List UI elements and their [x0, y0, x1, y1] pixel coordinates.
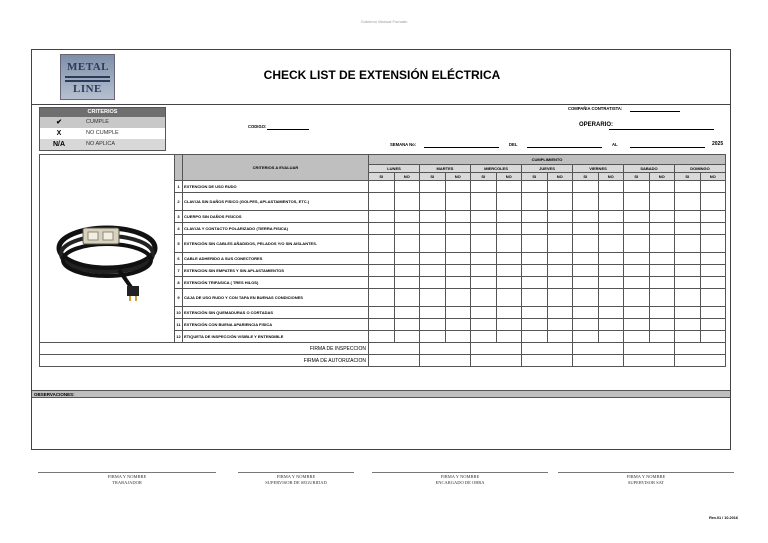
- check-cell[interactable]: [522, 211, 548, 223]
- check-cell[interactable]: [700, 289, 726, 307]
- check-cell[interactable]: [496, 223, 522, 235]
- si-header: SI: [675, 173, 701, 181]
- semana-field[interactable]: [424, 147, 499, 148]
- check-cell[interactable]: [675, 223, 701, 235]
- item-criteria: CAJA DE USO RUDO Y CON TAPA EN BUENAS CONDICIONES: [183, 289, 369, 307]
- day-header: MIERCOLES: [471, 165, 522, 173]
- check-cell[interactable]: [394, 181, 420, 193]
- check-cell[interactable]: [369, 265, 395, 277]
- check-cell[interactable]: [700, 277, 726, 289]
- check-cell[interactable]: [522, 193, 548, 211]
- check-cell[interactable]: [522, 319, 548, 331]
- check-cell[interactable]: [496, 235, 522, 253]
- check-cell[interactable]: [496, 253, 522, 265]
- check-cell[interactable]: [547, 289, 573, 307]
- legend-row-cumple: ✔ CUMPLE: [40, 117, 165, 128]
- no-header: NO: [700, 173, 726, 181]
- check-cell[interactable]: [547, 265, 573, 277]
- check-cell[interactable]: [420, 289, 446, 307]
- signature-encargado-obra[interactable]: FIRMA Y NOMBRE ENCARGADO DE OBRA: [372, 472, 548, 486]
- check-cell[interactable]: [496, 211, 522, 223]
- check-cell[interactable]: [445, 289, 471, 307]
- codigo-field[interactable]: [267, 129, 309, 130]
- check-cell[interactable]: [624, 319, 650, 331]
- extension-cord-icon: [41, 158, 173, 338]
- check-cell[interactable]: [700, 235, 726, 253]
- day-header: JUEVES: [522, 165, 573, 173]
- al-label: AL: [612, 142, 618, 147]
- check-cell[interactable]: [700, 307, 726, 319]
- firma-inspeccion-cell[interactable]: [522, 343, 573, 355]
- item-number: 10: [175, 307, 183, 319]
- check-cell[interactable]: [547, 277, 573, 289]
- day-header: VIERNES: [573, 165, 624, 173]
- check-cell[interactable]: [369, 235, 395, 253]
- criteria-legend: [39, 107, 166, 151]
- check-cell[interactable]: [675, 193, 701, 211]
- item-number: 5: [175, 235, 183, 253]
- check-cell[interactable]: [700, 211, 726, 223]
- check-cell[interactable]: [394, 289, 420, 307]
- codigo-label: CODIGO:: [248, 124, 267, 129]
- check-cell[interactable]: [394, 319, 420, 331]
- check-cell[interactable]: [700, 193, 726, 211]
- al-field[interactable]: [630, 147, 705, 148]
- check-cell[interactable]: [394, 277, 420, 289]
- del-field[interactable]: [527, 147, 602, 148]
- check-cell[interactable]: [420, 211, 446, 223]
- check-cell[interactable]: [649, 289, 675, 307]
- check-cell[interactable]: [394, 235, 420, 253]
- check-cell[interactable]: [547, 223, 573, 235]
- si-header: SI: [471, 173, 497, 181]
- check-cell[interactable]: [547, 211, 573, 223]
- no-header: NO: [496, 173, 522, 181]
- compania-field[interactable]: [630, 111, 680, 112]
- check-cell[interactable]: [522, 277, 548, 289]
- check-cell[interactable]: [649, 181, 675, 193]
- item-number: 3: [175, 211, 183, 223]
- check-cell[interactable]: [420, 319, 446, 331]
- no-header: NO: [547, 173, 573, 181]
- observaciones-label: OBSERVACIONES:: [32, 390, 730, 398]
- check-cell[interactable]: [624, 289, 650, 307]
- check-cell[interactable]: [573, 265, 599, 277]
- check-cell[interactable]: [522, 181, 548, 193]
- signature-trabajador[interactable]: FIRMA Y NOMBRE TRABAJADOR: [38, 472, 216, 486]
- firma-inspeccion-label: FIRMA DE INSPECCION: [40, 343, 369, 355]
- firma-inspeccion-cell[interactable]: [471, 343, 522, 355]
- day-header: MARTES: [420, 165, 471, 173]
- check-cell[interactable]: [445, 181, 471, 193]
- check-cell[interactable]: [675, 211, 701, 223]
- year-label: 2025: [712, 141, 724, 147]
- firma-inspeccion-cell[interactable]: [420, 343, 471, 355]
- firma-inspeccion-cell[interactable]: [675, 343, 726, 355]
- check-cell[interactable]: [598, 307, 624, 319]
- signature-supervisor-seguridad[interactable]: FIRMA Y NOMBRE SUPERVISOR DE SEGURIDAD: [238, 472, 354, 486]
- check-cell[interactable]: [394, 307, 420, 319]
- item-number: 12: [175, 331, 183, 343]
- si-header: SI: [522, 173, 548, 181]
- check-cell[interactable]: [522, 253, 548, 265]
- check-cell[interactable]: [496, 193, 522, 211]
- check-cell[interactable]: [675, 277, 701, 289]
- check-cell[interactable]: [573, 331, 599, 343]
- check-cell[interactable]: [445, 211, 471, 223]
- check-cell[interactable]: [522, 265, 548, 277]
- check-cell[interactable]: [445, 277, 471, 289]
- check-cell[interactable]: [675, 235, 701, 253]
- check-cell[interactable]: [547, 307, 573, 319]
- firma-autorizacion-cell[interactable]: [624, 355, 675, 367]
- check-cell[interactable]: [547, 193, 573, 211]
- check-cell[interactable]: [649, 277, 675, 289]
- check-cell[interactable]: [649, 331, 675, 343]
- check-cell[interactable]: [598, 235, 624, 253]
- day-header: SABADO: [624, 165, 675, 173]
- check-cell[interactable]: [598, 253, 624, 265]
- check-cell[interactable]: [471, 181, 497, 193]
- check-cell[interactable]: [598, 211, 624, 223]
- check-cell[interactable]: [547, 235, 573, 253]
- check-cell[interactable]: [624, 211, 650, 223]
- item-number: 11: [175, 319, 183, 331]
- check-cell[interactable]: [369, 289, 395, 307]
- firma-inspeccion-cell[interactable]: [573, 343, 624, 355]
- item-number: 6: [175, 253, 183, 265]
- check-cell[interactable]: [420, 223, 446, 235]
- check-cell[interactable]: [675, 181, 701, 193]
- check-cell[interactable]: [369, 331, 395, 343]
- check-cell[interactable]: [471, 319, 497, 331]
- check-cell[interactable]: [573, 211, 599, 223]
- logo-text-bottom: LINE: [73, 83, 102, 95]
- check-cell[interactable]: [547, 319, 573, 331]
- extension-cord-image: [40, 155, 175, 343]
- check-cell[interactable]: [649, 235, 675, 253]
- check-cell[interactable]: [573, 319, 599, 331]
- check-cell[interactable]: [649, 211, 675, 223]
- si-header: SI: [573, 173, 599, 181]
- check-cell[interactable]: [573, 289, 599, 307]
- check-cell[interactable]: [394, 253, 420, 265]
- check-cell[interactable]: [624, 193, 650, 211]
- check-cell[interactable]: [547, 331, 573, 343]
- item-criteria: ETIQUETA DE INSPECCIÓN VISIBLE Y ENTENDIBLE: [183, 331, 369, 343]
- firma-autorizacion-cell[interactable]: [471, 355, 522, 367]
- check-cell[interactable]: [598, 265, 624, 277]
- check-cell[interactable]: [369, 253, 395, 265]
- check-cell[interactable]: [624, 265, 650, 277]
- firma-autorizacion-cell[interactable]: [420, 355, 471, 367]
- del-label: DEL: [509, 142, 518, 147]
- check-cell[interactable]: [394, 211, 420, 223]
- check-cell[interactable]: [496, 319, 522, 331]
- revision-code: Rev.01 / 10.2016: [709, 516, 738, 520]
- checklist-table: [39, 154, 726, 367]
- firma-inspeccion-cell[interactable]: [369, 343, 420, 355]
- check-cell[interactable]: [649, 319, 675, 331]
- item-number: 1: [175, 181, 183, 193]
- check-cell[interactable]: [394, 223, 420, 235]
- check-cell[interactable]: [471, 253, 497, 265]
- si-header: SI: [369, 173, 395, 181]
- check-cell[interactable]: [471, 289, 497, 307]
- firma-autorizacion-cell[interactable]: [675, 355, 726, 367]
- signature-supervisor-sat[interactable]: FIRMA Y NOMBRE SUPERVISOR SAT: [558, 472, 734, 486]
- criteria-header: CRITERIOS A EVALUAR: [183, 155, 369, 181]
- check-cell[interactable]: [369, 211, 395, 223]
- check-cell[interactable]: [420, 265, 446, 277]
- check-cell[interactable]: [700, 223, 726, 235]
- cumplimiento-header: CUMPLIMIENTO: [369, 155, 726, 165]
- check-cell[interactable]: [445, 307, 471, 319]
- check-cell[interactable]: [471, 265, 497, 277]
- check-cell[interactable]: [445, 265, 471, 277]
- check-cell[interactable]: [420, 235, 446, 253]
- check-cell[interactable]: [598, 181, 624, 193]
- check-cell[interactable]: [649, 265, 675, 277]
- item-number: 8: [175, 277, 183, 289]
- check-cell[interactable]: [394, 265, 420, 277]
- no-header: NO: [394, 173, 420, 181]
- check-cell[interactable]: [624, 181, 650, 193]
- legend-row-no-cumple: X NO CUMPLE: [40, 128, 165, 139]
- item-number: 2: [175, 193, 183, 211]
- check-cell[interactable]: [420, 307, 446, 319]
- legend-row-no-aplica: N/A NO APLICA: [40, 139, 165, 150]
- check-cell[interactable]: [522, 307, 548, 319]
- check-cell[interactable]: [420, 331, 446, 343]
- company-logo: [60, 54, 115, 100]
- check-cell[interactable]: [496, 307, 522, 319]
- observaciones-field[interactable]: [32, 399, 730, 449]
- check-cell[interactable]: [598, 319, 624, 331]
- check-cell[interactable]: [675, 319, 701, 331]
- operario-field[interactable]: [609, 129, 714, 130]
- check-cell[interactable]: [624, 331, 650, 343]
- check-cell[interactable]: [420, 253, 446, 265]
- item-number: 4: [175, 223, 183, 235]
- title-box: [32, 50, 730, 105]
- item-criteria: CLAVIJA SIN DAÑOS FISICO (GOLPES, APLASTAMIENTOS, ETC.): [183, 193, 369, 211]
- check-cell[interactable]: [471, 277, 497, 289]
- check-cell[interactable]: [675, 253, 701, 265]
- check-cell[interactable]: [496, 265, 522, 277]
- legend-header: CRITERIOS: [40, 108, 165, 117]
- check-cell[interactable]: [700, 265, 726, 277]
- check-cell[interactable]: [624, 253, 650, 265]
- check-cell[interactable]: [420, 193, 446, 211]
- check-cell[interactable]: [573, 193, 599, 211]
- item-criteria: CABLE ADHERIDO A SUS CONECTORES: [183, 253, 369, 265]
- firma-autorizacion-cell[interactable]: [522, 355, 573, 367]
- check-cell[interactable]: [675, 331, 701, 343]
- check-cell[interactable]: [496, 277, 522, 289]
- check-cell[interactable]: [598, 277, 624, 289]
- firma-autorizacion-cell[interactable]: [369, 355, 420, 367]
- semana-label: SEMANA No:: [390, 142, 417, 147]
- check-cell[interactable]: [624, 235, 650, 253]
- firma-autorizacion-cell[interactable]: [573, 355, 624, 367]
- check-cell[interactable]: [649, 307, 675, 319]
- day-header: DOMINGO: [675, 165, 726, 173]
- check-cell[interactable]: [624, 223, 650, 235]
- check-cell[interactable]: [573, 223, 599, 235]
- number-header: [175, 155, 183, 181]
- check-cell[interactable]: [700, 331, 726, 343]
- check-cell[interactable]: [471, 193, 497, 211]
- item-criteria: CUERPO SIN DAÑOS FISICOS: [183, 211, 369, 223]
- check-cell[interactable]: [445, 193, 471, 211]
- check-cell[interactable]: [649, 193, 675, 211]
- check-cell[interactable]: [700, 181, 726, 193]
- item-criteria: EXTENCIÓN CON BUENA APARIENCIA FISICA: [183, 319, 369, 331]
- check-cell[interactable]: [700, 319, 726, 331]
- check-cell[interactable]: [471, 211, 497, 223]
- check-cell[interactable]: [471, 223, 497, 235]
- item-number: 7: [175, 265, 183, 277]
- checklist-sheet: [31, 49, 731, 450]
- day-header: LUNES: [369, 165, 420, 173]
- compania-label: COMPAÑIA CONTRATISTA:: [568, 106, 623, 111]
- check-cell[interactable]: [496, 331, 522, 343]
- check-cell[interactable]: [522, 223, 548, 235]
- si-header: SI: [624, 173, 650, 181]
- check-cell[interactable]: [369, 223, 395, 235]
- check-cell[interactable]: [573, 235, 599, 253]
- si-header: SI: [420, 173, 446, 181]
- page-header-note: Gobierno Manual Formato: [360, 19, 408, 24]
- check-cell[interactable]: [522, 289, 548, 307]
- x-icon: X: [56, 130, 62, 137]
- check-cell[interactable]: [573, 307, 599, 319]
- check-icon: ✔: [56, 119, 62, 126]
- check-cell[interactable]: [649, 253, 675, 265]
- check-cell[interactable]: [573, 253, 599, 265]
- check-cell[interactable]: [445, 319, 471, 331]
- check-cell[interactable]: [369, 319, 395, 331]
- check-cell[interactable]: [573, 181, 599, 193]
- check-cell[interactable]: [369, 277, 395, 289]
- check-cell[interactable]: [598, 193, 624, 211]
- no-header: NO: [445, 173, 471, 181]
- check-cell[interactable]: [394, 193, 420, 211]
- page-title: CHECK LIST DE EXTENSIÓN ELÉCTRICA: [263, 68, 501, 82]
- check-cell[interactable]: [445, 331, 471, 343]
- item-criteria: EXTENCION SIN EMPATES Y SIN APLASTAMIENTOS: [183, 265, 369, 277]
- check-cell[interactable]: [445, 253, 471, 265]
- check-cell[interactable]: [624, 307, 650, 319]
- check-cell[interactable]: [598, 331, 624, 343]
- check-cell[interactable]: [522, 235, 548, 253]
- item-criteria: CLAVIJA Y CONTACTO POLARIZADO (TIERRA FISICA): [183, 223, 369, 235]
- logo-text-top: METAL: [67, 61, 110, 73]
- check-cell[interactable]: [445, 235, 471, 253]
- no-header: NO: [598, 173, 624, 181]
- check-cell[interactable]: [471, 307, 497, 319]
- check-cell[interactable]: [496, 289, 522, 307]
- check-cell[interactable]: [369, 193, 395, 211]
- check-cell[interactable]: [573, 277, 599, 289]
- check-cell[interactable]: [649, 223, 675, 235]
- check-cell[interactable]: [675, 289, 701, 307]
- check-cell[interactable]: [675, 265, 701, 277]
- check-cell[interactable]: [624, 277, 650, 289]
- check-cell[interactable]: [471, 235, 497, 253]
- check-cell[interactable]: [598, 223, 624, 235]
- check-cell[interactable]: [394, 331, 420, 343]
- check-cell[interactable]: [420, 277, 446, 289]
- check-cell[interactable]: [471, 331, 497, 343]
- operario-label: OPERARIO:: [579, 122, 614, 128]
- item-criteria: EXTENCION DE USO RUDO: [183, 181, 369, 193]
- no-header: NO: [649, 173, 675, 181]
- check-cell[interactable]: [369, 181, 395, 193]
- item-number: 9: [175, 289, 183, 307]
- check-cell[interactable]: [547, 253, 573, 265]
- check-cell[interactable]: [496, 181, 522, 193]
- firma-inspeccion-cell[interactable]: [624, 343, 675, 355]
- check-cell[interactable]: [700, 253, 726, 265]
- check-cell[interactable]: [445, 223, 471, 235]
- check-cell[interactable]: [675, 307, 701, 319]
- item-criteria: EXTENCIÓN TRIFASICA ( TRES HILOS): [183, 277, 369, 289]
- check-cell[interactable]: [547, 181, 573, 193]
- check-cell[interactable]: [522, 331, 548, 343]
- check-cell[interactable]: [420, 181, 446, 193]
- check-cell[interactable]: [369, 307, 395, 319]
- firma-autorizacion-label: FIRMA DE AUTORIZACION: [40, 355, 369, 367]
- item-criteria: EXTENCIÓN SIN CABLES AÑADIDOS, PELADOS Y/O SIN AISLANTES.: [183, 235, 369, 253]
- check-cell[interactable]: [598, 289, 624, 307]
- item-criteria: EXTENCIÓN SIN QUEMADURAS O CORTADAS: [183, 307, 369, 319]
